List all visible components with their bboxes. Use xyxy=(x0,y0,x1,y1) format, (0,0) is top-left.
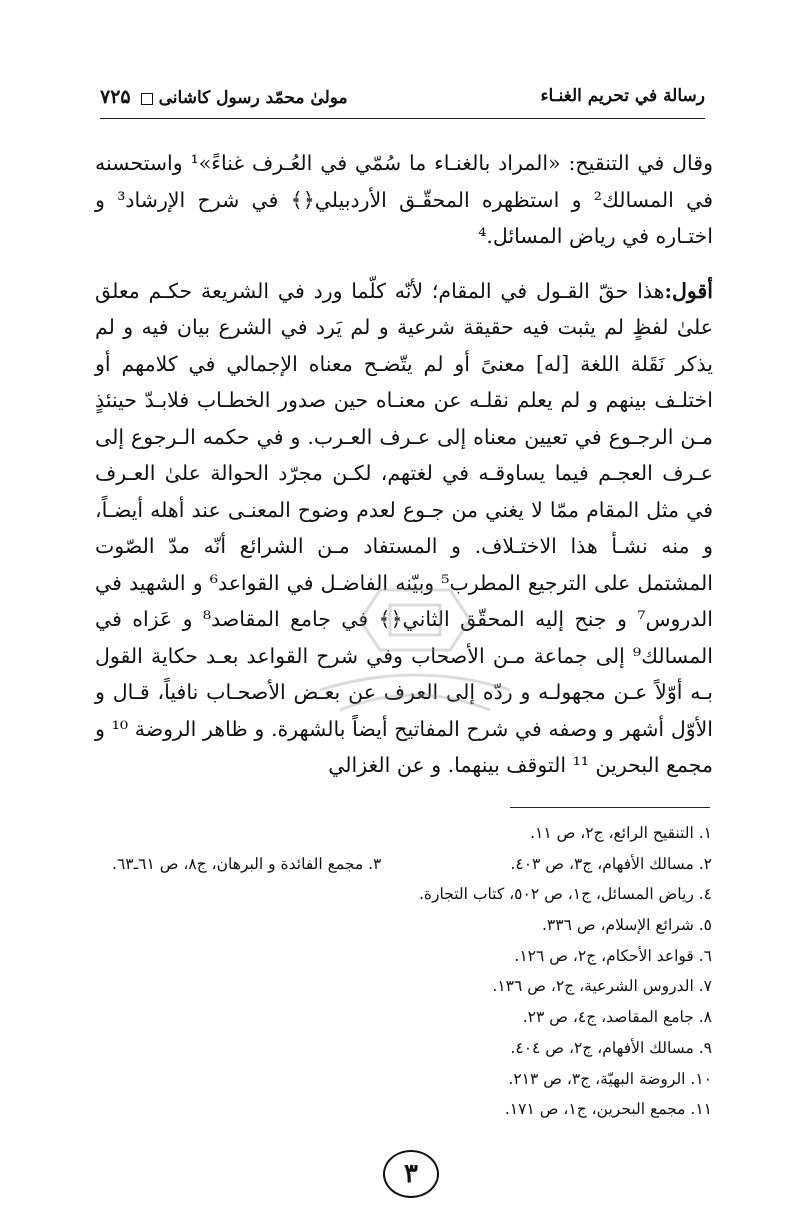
footnote-row xyxy=(90,971,712,1002)
footnote-separator xyxy=(510,807,710,808)
page-number: ٣ xyxy=(383,1150,439,1198)
footnote-11: ١١. مجمع البحرين، ج١، ص ١٧١. xyxy=(504,1100,712,1119)
footnote-row xyxy=(90,1002,712,1033)
footnote-row xyxy=(90,818,712,849)
paragraph-2-lead: أقول: xyxy=(664,278,713,303)
watermark-logo xyxy=(300,560,530,730)
footnote-row xyxy=(90,879,712,910)
running-header xyxy=(100,82,705,119)
header-title: رسالة في تحريم الغنـاء xyxy=(540,86,705,106)
footnotes xyxy=(90,818,712,1125)
footnote-2: ٢. مسالك الأفهام، ج٣، ص ٤٠٣. xyxy=(510,854,712,873)
footnote-row xyxy=(90,849,712,880)
footnote-row xyxy=(90,1094,712,1125)
footnote-row xyxy=(90,910,712,941)
footnote-9: ٩. مسالك الأفهام، ج٢، ص ٤٠٤. xyxy=(510,1038,712,1057)
header-author-and-page xyxy=(100,86,348,108)
footnote-10: ١٠. الروضة البهيّة، ج٣، ص ٢١٣. xyxy=(508,1069,712,1088)
footnote-4: ٤. رياض المسائل، ج١، ص ٥٠٢، كتاب التجارة. xyxy=(418,885,712,904)
header-author: مولیٰ محمّد رسول کاشانی xyxy=(158,88,348,108)
footnote-row xyxy=(90,941,712,972)
footnote-8: ٨. جامع المقاصد، ج٤، ص ٢٣. xyxy=(522,1008,712,1027)
footnote-6: ٦. قواعد الأحكام، ج٢، ص ١٢٦. xyxy=(514,946,712,965)
paragraph-2-text: هذا حقّ القـول في المقام؛ لأنّه كلّما ورد في الشريعة حكـم معلق علىٰ لفظٍ لم يثبت فيه حقيقة شرعية و لم يَرد في الشرع بيان فيه و لم يذكر نَقَلة اللغة [له] معنىً أو لم يتّضـح معناه الإجمالي في كلامهم أو اختلـف بينهم و لم يعلم نقلـه عن معنـاه حين صدور الخطـاب فلابـدّ حينئذٍ مـن الرجـوع في تعيين معناه إلى عـرف العـرب. و في حكمه الـرجوع إلى عـرف العجـم فيما يساوقـه في لغتهم، لكـن مجرّد الحوالة علىٰ العـرف في مثل المقام ممّا لا يغني من جـوع لعدم وضوح المعنـى عند أهله أيضـاً، و منه نشـأ هذا الاختـلاف. و المستفاد مـن الشرائع أنّه مدّ الصّوت المشتمل على الترجيع المطرب⁵ وبيّنه الفاضـل في القواعد⁶ و الشهيد في الدروس⁷ و جنح إليه المحقّق الثاني﴿﴾ في جامع المقاصد⁸ و عَزاه في المسالك⁹ إلى جماعة مـن الأصحاب وفي شرح القواعد بعـد حكاية القول بـه أوّلاً عـن مجهولـه و ردّه إلى العرف عن بعـض الأصحـاب نافياً، قـال و الأوّل أشهر و وصفه في شرح المفاتيح أيضاً بالشهرة. و ظاهر الروضة ¹⁰ و مجمع البحرين ¹¹ التوقف بينهما. و عن الغزالي xyxy=(95,278,714,777)
footnote-3: ٣. مجمع الفائدة و البرهان، ج٨، ص ٦١ـ٦٣. xyxy=(112,854,382,873)
footnote-row xyxy=(90,1033,712,1064)
footnote-5: ٥. شرائع الإسلام، ص ٣٣٦. xyxy=(541,916,712,935)
header-page-number: ۷۲۵ xyxy=(100,86,131,108)
footnote-7: ٧. الدروس الشرعية، ج٢، ص ١٣٦. xyxy=(492,977,712,996)
footnote-1: ١. التنقيح الرائع، ج٢، ص ١١. xyxy=(530,824,712,842)
paragraph-1: وقال في التنقيح: «المراد بالغنـاء ما سُمّي في العُـرف غناءً»¹ واستحسنه في المسالك² و استظهره المحقّـق الأردبيلي﴿﴾ في شرح الإرشاد³ و اختـاره في رياض المسائل.⁴ xyxy=(95,151,714,248)
footnote-row xyxy=(90,1064,712,1095)
header-separator-box xyxy=(141,93,153,105)
